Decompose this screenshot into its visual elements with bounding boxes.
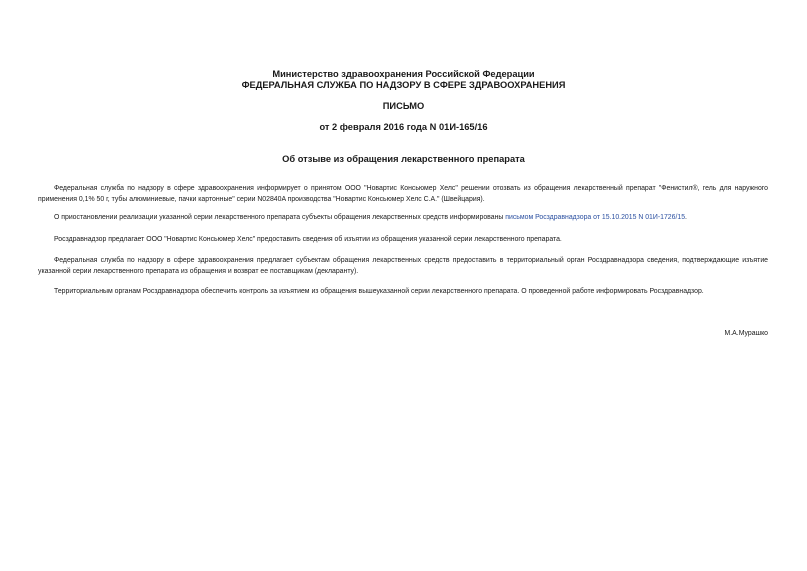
service-name: ФЕДЕРАЛЬНАЯ СЛУЖБА ПО НАДЗОРУ В СФЕРЕ ЗДРАВООХРАНЕНИЯ: [241, 80, 566, 90]
paragraph-2-end: .: [685, 214, 687, 221]
paragraph-2: [38, 213, 768, 224]
paragraph-3: Росздравнадзор предлагает ООО "Новартис Консьюмер Хелс" предоставить сведения об изъятии из обращения указанной серии лекарственного препарата.: [54, 236, 562, 243]
paragraph-2-text: О приостановлении реализации указанной серии лекарственного препарата субъекты обращения лекарственных средств информированы: [54, 214, 506, 221]
document-subject: Об отзыве из обращения лекарственного препарата: [282, 154, 525, 164]
date-and-number: от 2 февраля 2016 года N 01И-165/16: [319, 122, 488, 132]
ministry-name: Министерство здравоохранения Российской Федерации: [272, 69, 535, 79]
paragraph-5: Территориальным органам Росздравнадзора обеспечить контроль за изъятием из обращения вышеуказанной серии лекарственного препарата. О проведенной работе информировать Росздравнадзор.: [54, 288, 704, 295]
paragraph-1: Федеральная служба по надзору в сфере здравоохранения информирует о принятом ООО "Новартис Консьюмер Хелс" решении отозвать из обращения лекарственный препарат "Фенистил®, гель для наружного применения 0,1% 50 г, тубы алюминиевые, пачки картонные" серии N02840A производства "Новартис Консьюмер Хелс С.А." (Швейцария).: [38, 185, 768, 203]
document-type: ПИСЬМО: [382, 101, 425, 111]
letter-reference-link[interactable]: письмом Росздравнадзора от 15.10.2015 N 01И-1726/15: [505, 214, 686, 221]
paragraph-4: Федеральная служба по надзору в сфере здравоохранения предлагает субъектам обращения лекарственных средств предоставить в территориальный орган Росздравнадзора сведения, подтверждающие изъятие указанной серии лекарственного препарата из обращения и возврат ее поставщикам (декларанту).: [38, 257, 768, 275]
signature: М.А.Мурашко: [724, 330, 768, 337]
